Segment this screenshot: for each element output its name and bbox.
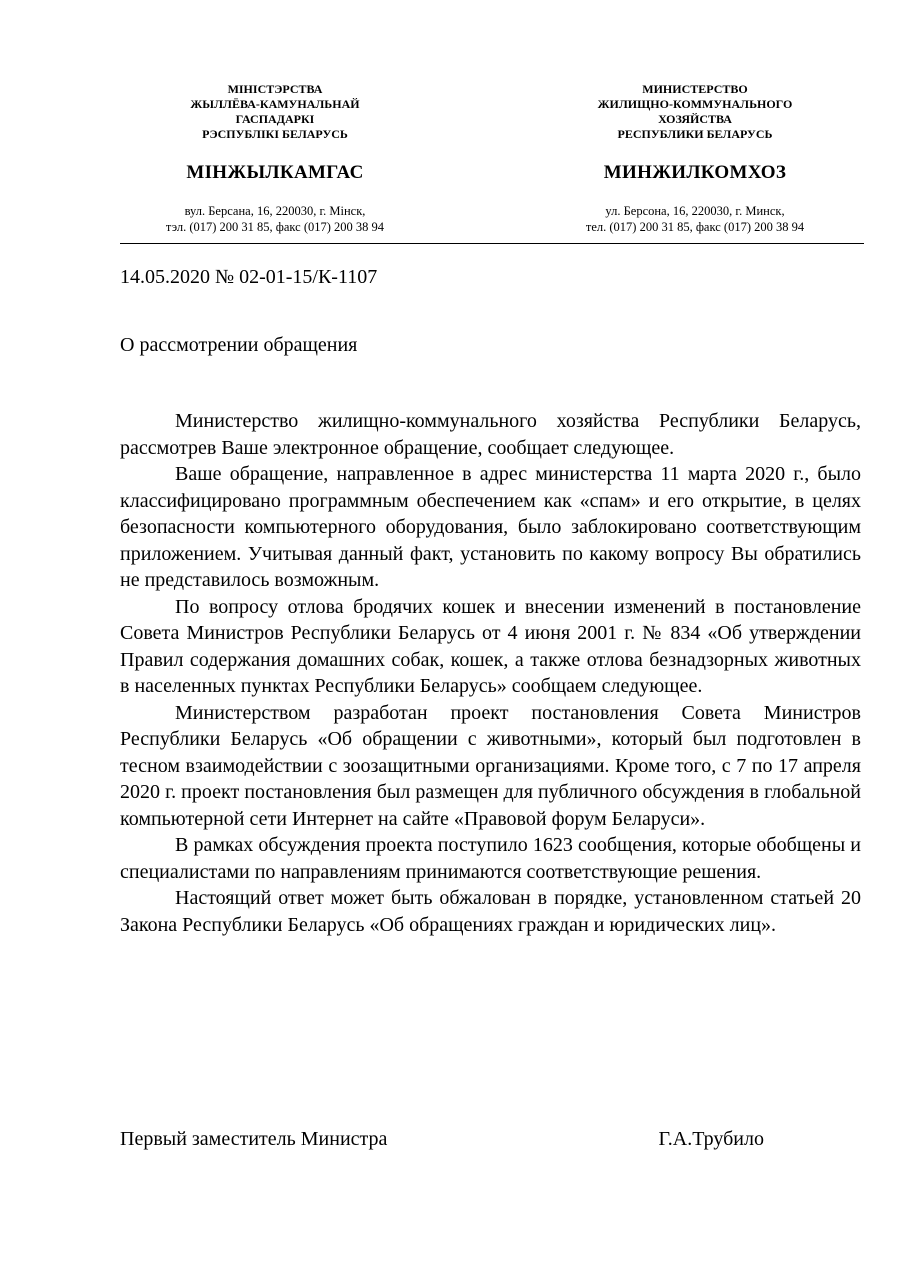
address-block-be <box>120 203 430 235</box>
header-divider <box>120 243 864 244</box>
org-line: РЕСПУБЛИКИ БЕЛАРУСЬ <box>617 127 773 141</box>
org-line: ЖЫЛЛЁВА-КАМУНАЛЬНАЙ <box>190 97 360 111</box>
short-name-ru: МИНЖИЛКОМХОЗ <box>603 162 787 183</box>
header-left-belarusian <box>120 82 430 235</box>
letter-body <box>120 408 861 938</box>
signatory-name: Г.А.Трубило <box>658 1128 764 1150</box>
signatory-title: Первый заместитель Министра <box>120 1128 388 1150</box>
date-and-number: 14.05.2020 № 02-01-15/К-1107 <box>120 266 378 288</box>
body-paragraph: Министерство жилищно-коммунального хозяйства Республики Беларусь, рассмотрев Ваше электронное обращение, сообщает следующее. <box>120 410 861 459</box>
org-line: МІНІСТЭРСТВА <box>227 82 323 96</box>
body-paragraph: Ваше обращение, направленное в адрес министерства 11 марта 2020 г., было классифицировано программным обеспечением как «спам» и его открытие, в целях безопасности компьютерного оборудования, было заблокировано соответствующим приложением. Учитывая данный факт, установить по какому вопросу Вы обратились не представилось возможным. <box>120 463 861 591</box>
address-be: вул. Берсана, 16, 220030, г. Мінск, <box>184 204 366 218</box>
body-paragraph: По вопросу отлова бродячих кошек и внесении изменений в постановление Совета Министров Республики Беларусь от 4 июня 2001 г. № 834 «Об утверждении Правил содержания домашних собак, кошек, а также отлова безнадзорных животных в населенных пунктах Республики Беларусь» сообщаем следующее. <box>120 595 861 697</box>
org-line: ЖИЛИЩНО-КОММУНАЛЬНОГО <box>597 97 793 111</box>
phone-be: тэл. (017) 200 31 85, факс (017) 200 38 94 <box>165 220 385 234</box>
body-paragraph: Настоящий ответ может быть обжалован в порядке, установленном статьей 20 Закона Республики Беларусь «Об обращениях граждан и юридических лиц». <box>120 887 861 936</box>
short-name-be: МІНЖЫЛКАМГАС <box>186 162 364 183</box>
address-block-ru <box>520 203 870 235</box>
phone-ru: тел. (017) 200 31 85, факс (017) 200 38 94 <box>585 220 805 234</box>
body-paragraph: В рамках обсуждения проекта поступило 1623 сообщения, которые обобщены и специалистами по направлениям принимаются соответствующие решения. <box>120 834 861 883</box>
address-ru: ул. Берсона, 16, 220030, г. Минск, <box>605 204 785 218</box>
signature-block <box>120 1128 764 1151</box>
org-name-be <box>120 82 430 142</box>
letter-subject: О рассмотрении обращения <box>120 334 358 356</box>
org-line: МИНИСТЕРСТВО <box>642 82 748 96</box>
org-line: ХОЗЯЙСТВА <box>658 112 732 126</box>
org-line: РЭСПУБЛІКІ БЕЛАРУСЬ <box>202 127 348 141</box>
body-paragraph: Министерством разработан проект постановления Совета Министров Республики Беларусь «Об обращении с животными», который был подготовлен в тесном взаимодействии с зоозащитными организациями. Кроме того, с 7 по 17 апреля 2020 г. проект постановления был размещен для публичного обсуждения в глобальной компьютерной сети Интернет на сайте «Правовой форум Беларуси». <box>120 701 861 830</box>
org-line: ГАСПАДАРКІ <box>235 112 315 126</box>
header-right-russian <box>520 82 870 235</box>
org-name-ru <box>520 82 870 142</box>
